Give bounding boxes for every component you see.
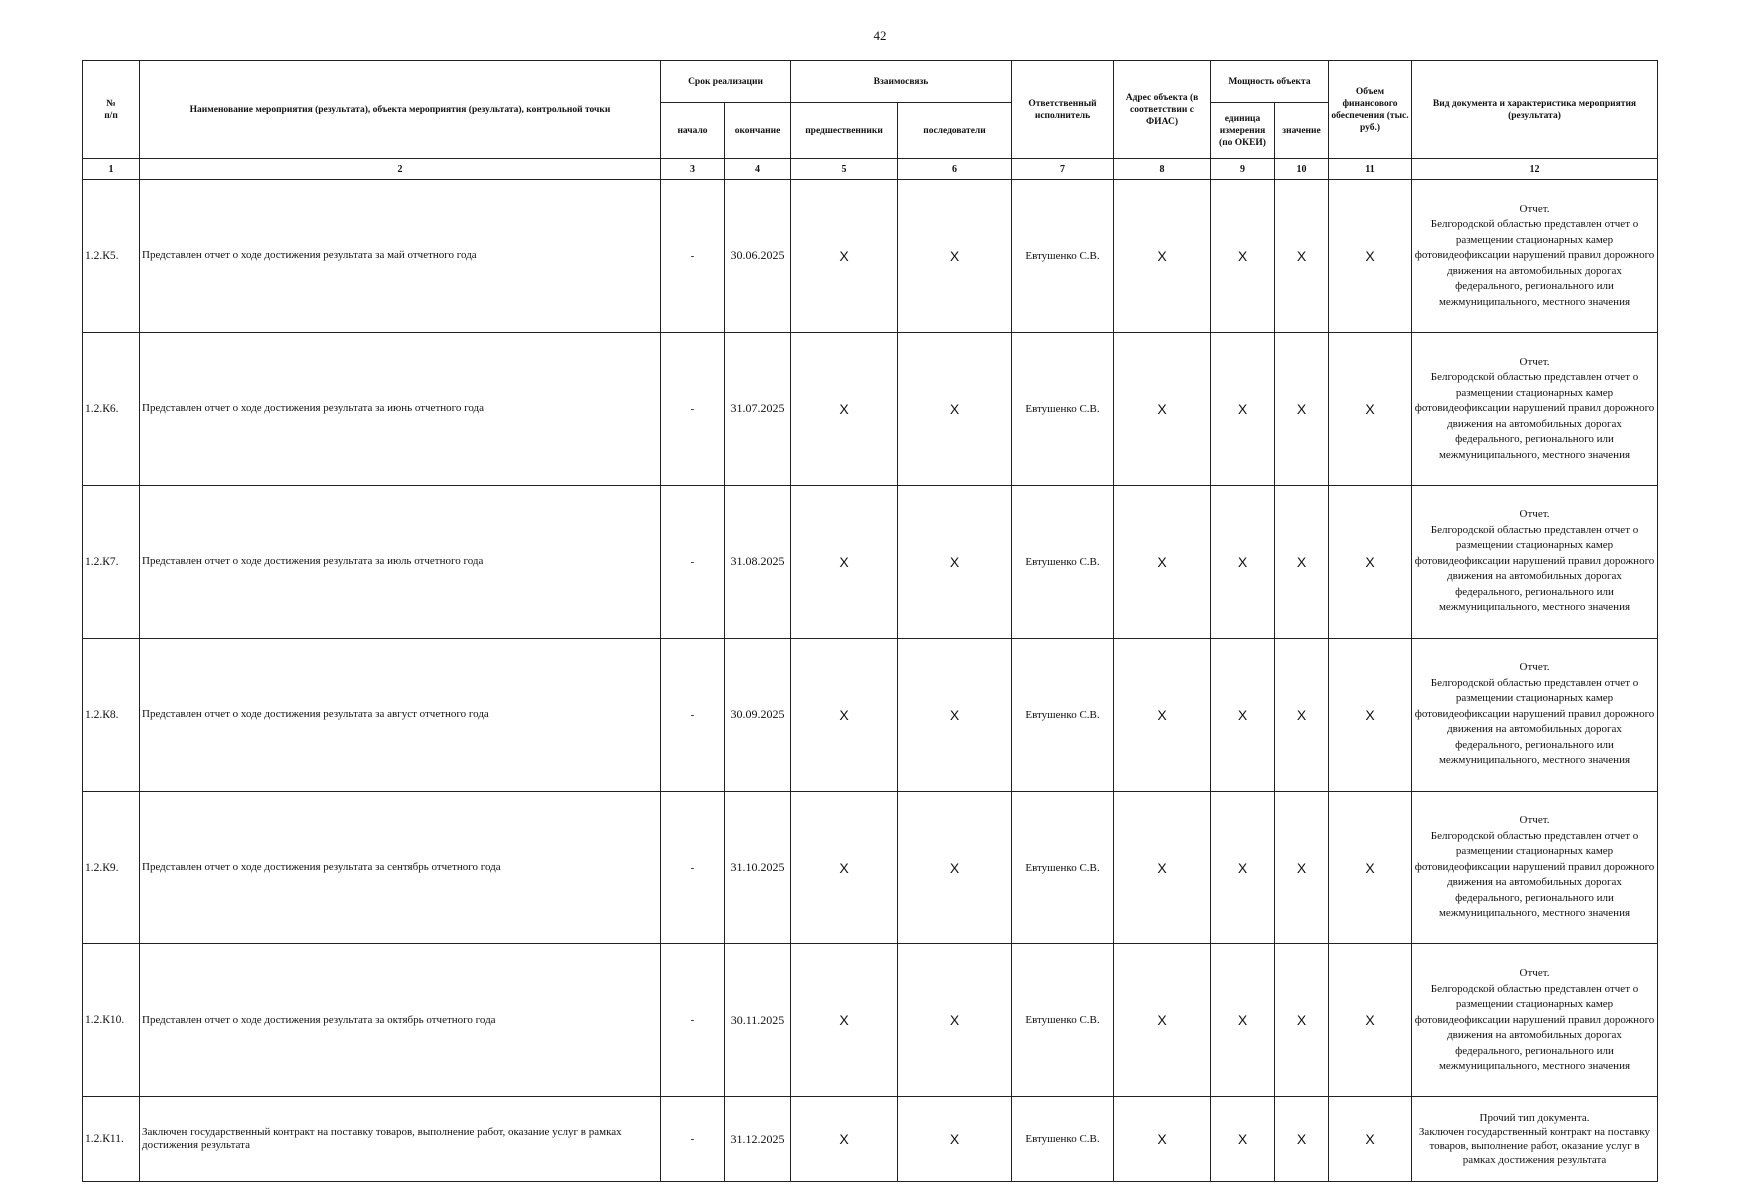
row-address: X — [1114, 332, 1211, 485]
row-start: - — [661, 180, 725, 333]
row-doc-title: Отчет. — [1519, 202, 1550, 215]
row-unit: X — [1211, 332, 1275, 485]
row-unit: X — [1211, 791, 1275, 944]
row-address: X — [1114, 638, 1211, 791]
row-name: Представлен отчет о ходе достижения результата за июль отчетного года — [140, 485, 661, 638]
table-row — [83, 180, 1658, 333]
column-number: 1 — [83, 159, 140, 180]
row-id: 1.2.К8. — [83, 638, 140, 791]
row-responsible: Евтушенко С.В. — [1012, 332, 1114, 485]
row-doc — [1412, 485, 1658, 638]
header-unit: единица измерения (по ОКЕИ) — [1211, 103, 1275, 159]
row-predecessors: X — [791, 638, 898, 791]
row-end: 30.09.2025 — [725, 638, 791, 791]
column-number: 12 — [1412, 159, 1658, 180]
row-name: Представлен отчет о ходе достижения результата за июнь отчетного года — [140, 332, 661, 485]
row-value: X — [1275, 944, 1329, 1097]
row-doc-title: Отчет. — [1519, 508, 1550, 521]
row-responsible: Евтушенко С.В. — [1012, 791, 1114, 944]
row-name: Представлен отчет о ходе достижения результата за сентябрь отчетного года — [140, 791, 661, 944]
row-name: Заключен государственный контракт на поставку товаров, выполнение работ, оказание услуг в рамках достижения результата — [140, 1097, 661, 1182]
row-end: 31.08.2025 — [725, 485, 791, 638]
header-term-end: окончание — [725, 103, 791, 159]
table-row — [83, 485, 1658, 638]
row-doc-title: Отчет. — [1519, 967, 1550, 980]
row-doc — [1412, 1097, 1658, 1182]
row-responsible: Евтушенко С.В. — [1012, 638, 1114, 791]
row-end: 30.06.2025 — [725, 180, 791, 333]
row-value: X — [1275, 791, 1329, 944]
row-doc — [1412, 791, 1658, 944]
row-predecessors: X — [791, 791, 898, 944]
header-successors: последователи — [898, 103, 1012, 159]
header-capacity: Мощность объекта — [1211, 61, 1329, 103]
row-end: 31.07.2025 — [725, 332, 791, 485]
row-funding: X — [1329, 944, 1412, 1097]
row-successors: X — [898, 791, 1012, 944]
row-value: X — [1275, 1097, 1329, 1182]
row-id: 1.2.К9. — [83, 791, 140, 944]
header-term-start: начало — [661, 103, 725, 159]
page-number: 42 — [873, 28, 887, 43]
row-unit: X — [1211, 1097, 1275, 1182]
row-doc-text: Белгородской областью представлен отчет о размещении стационарных камер фотовидеофиксации нарушений правил дорожного движения на автомобильных дорогах федерального, регионального или межмуниципального, местного значения — [1414, 523, 1655, 614]
row-doc-text: Заключен государственный контракт на поставку товаров, выполнение работ, оказание услуг в рамках достижения результата — [1418, 1126, 1651, 1167]
header-funding: Объем финансового обеспечения (тыс. руб.) — [1329, 61, 1412, 159]
header-relation: Взаимосвязь — [791, 61, 1012, 103]
row-value: X — [1275, 332, 1329, 485]
row-doc-title: Отчет. — [1519, 661, 1550, 674]
header-num: № п/п — [83, 61, 140, 159]
row-value: X — [1275, 638, 1329, 791]
table-row — [83, 638, 1658, 791]
row-successors: X — [898, 180, 1012, 333]
row-predecessors: X — [791, 944, 898, 1097]
row-doc — [1412, 332, 1658, 485]
table-row — [83, 1097, 1658, 1182]
row-value: X — [1275, 485, 1329, 638]
header-name: Наименование мероприятия (результата), объекта мероприятия (результата), контрольной точки — [140, 61, 661, 159]
header-value: значение — [1275, 103, 1329, 159]
header-term: Срок реализации — [661, 61, 791, 103]
table-row — [83, 944, 1658, 1097]
row-start: - — [661, 1097, 725, 1182]
row-doc-text: Белгородской областью представлен отчет о размещении стационарных камер фотовидеофиксации нарушений правил дорожного движения на автомобильных дорогах федерального, регионального или межмуниципального, местного значения — [1414, 676, 1655, 767]
row-doc-title: Отчет. — [1519, 355, 1550, 368]
row-doc-title: Прочий тип документа. — [1479, 1112, 1590, 1125]
row-predecessors: X — [791, 1097, 898, 1182]
table-row — [83, 791, 1658, 944]
row-successors: X — [898, 638, 1012, 791]
row-successors: X — [898, 1097, 1012, 1182]
row-doc — [1412, 944, 1658, 1097]
row-id: 1.2.К11. — [83, 1097, 140, 1182]
row-predecessors: X — [791, 332, 898, 485]
row-start: - — [661, 332, 725, 485]
row-end: 31.10.2025 — [725, 791, 791, 944]
column-number: 10 — [1275, 159, 1329, 180]
row-responsible: Евтушенко С.В. — [1012, 1097, 1114, 1182]
row-doc-title: Отчет. — [1519, 814, 1550, 827]
header-responsible: Ответственный исполнитель — [1012, 61, 1114, 159]
column-number: 7 — [1012, 159, 1114, 180]
header-address: Адрес объекта (в соответствии с ФИАС) — [1114, 61, 1211, 159]
row-doc-text: Белгородской областью представлен отчет о размещении стационарных камер фотовидеофиксации нарушений правил дорожного движения на автомобильных дорогах федерального, регионального или межмуниципального, местного значения — [1414, 829, 1655, 920]
row-end: 31.12.2025 — [725, 1097, 791, 1182]
row-name: Представлен отчет о ходе достижения результата за май отчетного года — [140, 180, 661, 333]
row-id: 1.2.К5. — [83, 180, 140, 333]
header-predecessors: предшественники — [791, 103, 898, 159]
column-number: 9 — [1211, 159, 1275, 180]
row-unit: X — [1211, 944, 1275, 1097]
row-unit: X — [1211, 485, 1275, 638]
row-doc-text: Белгородской областью представлен отчет о размещении стационарных камер фотовидеофиксации нарушений правил дорожного движения на автомобильных дорогах федерального, регионального или межмуниципального, местного значения — [1414, 982, 1655, 1073]
row-funding: X — [1329, 638, 1412, 791]
row-funding: X — [1329, 332, 1412, 485]
column-number: 6 — [898, 159, 1012, 180]
row-funding: X — [1329, 485, 1412, 638]
row-unit: X — [1211, 638, 1275, 791]
table-row — [83, 332, 1658, 485]
row-responsible: Евтушенко С.В. — [1012, 180, 1114, 333]
row-id: 1.2.К6. — [83, 332, 140, 485]
events-table — [82, 60, 1658, 1182]
header-doc-type: Вид документа и характеристика мероприятия (результата) — [1412, 61, 1658, 159]
row-start: - — [661, 791, 725, 944]
column-number: 3 — [661, 159, 725, 180]
row-doc — [1412, 638, 1658, 791]
row-unit: X — [1211, 180, 1275, 333]
row-start: - — [661, 485, 725, 638]
row-doc-text: Белгородской областью представлен отчет о размещении стационарных камер фотовидеофиксации нарушений правил дорожного движения на автомобильных дорогах федерального, регионального или межмуниципального, местного значения — [1414, 218, 1655, 308]
row-responsible: Евтушенко С.В. — [1012, 944, 1114, 1097]
row-successors: X — [898, 332, 1012, 485]
row-start: - — [661, 638, 725, 791]
row-predecessors: X — [791, 485, 898, 638]
row-successors: X — [898, 485, 1012, 638]
row-address: X — [1114, 944, 1211, 1097]
row-doc — [1412, 180, 1658, 333]
row-end: 30.11.2025 — [725, 944, 791, 1097]
column-number-row — [83, 159, 1658, 180]
column-number: 5 — [791, 159, 898, 180]
column-number: 4 — [725, 159, 791, 180]
row-doc-text: Белгородской областью представлен отчет о размещении стационарных камер фотовидеофиксации нарушений правил дорожного движения на автомобильных дорогах федерального, регионального или межмуниципального, местного значения — [1414, 371, 1655, 461]
row-funding: X — [1329, 791, 1412, 944]
row-start: - — [661, 944, 725, 1097]
row-name: Представлен отчет о ходе достижения результата за август отчетного года — [140, 638, 661, 791]
row-predecessors: X — [791, 180, 898, 333]
column-number: 11 — [1329, 159, 1412, 180]
column-number: 8 — [1114, 159, 1211, 180]
row-address: X — [1114, 791, 1211, 944]
row-funding: X — [1329, 180, 1412, 333]
row-address: X — [1114, 1097, 1211, 1182]
row-value: X — [1275, 180, 1329, 333]
row-address: X — [1114, 485, 1211, 638]
column-number: 2 — [140, 159, 661, 180]
row-name: Представлен отчет о ходе достижения результата за октябрь отчетного года — [140, 944, 661, 1097]
row-address: X — [1114, 180, 1211, 333]
row-id: 1.2.К10. — [83, 944, 140, 1097]
row-responsible: Евтушенко С.В. — [1012, 485, 1114, 638]
row-funding: X — [1329, 1097, 1412, 1182]
row-id: 1.2.К7. — [83, 485, 140, 638]
row-successors: X — [898, 944, 1012, 1097]
